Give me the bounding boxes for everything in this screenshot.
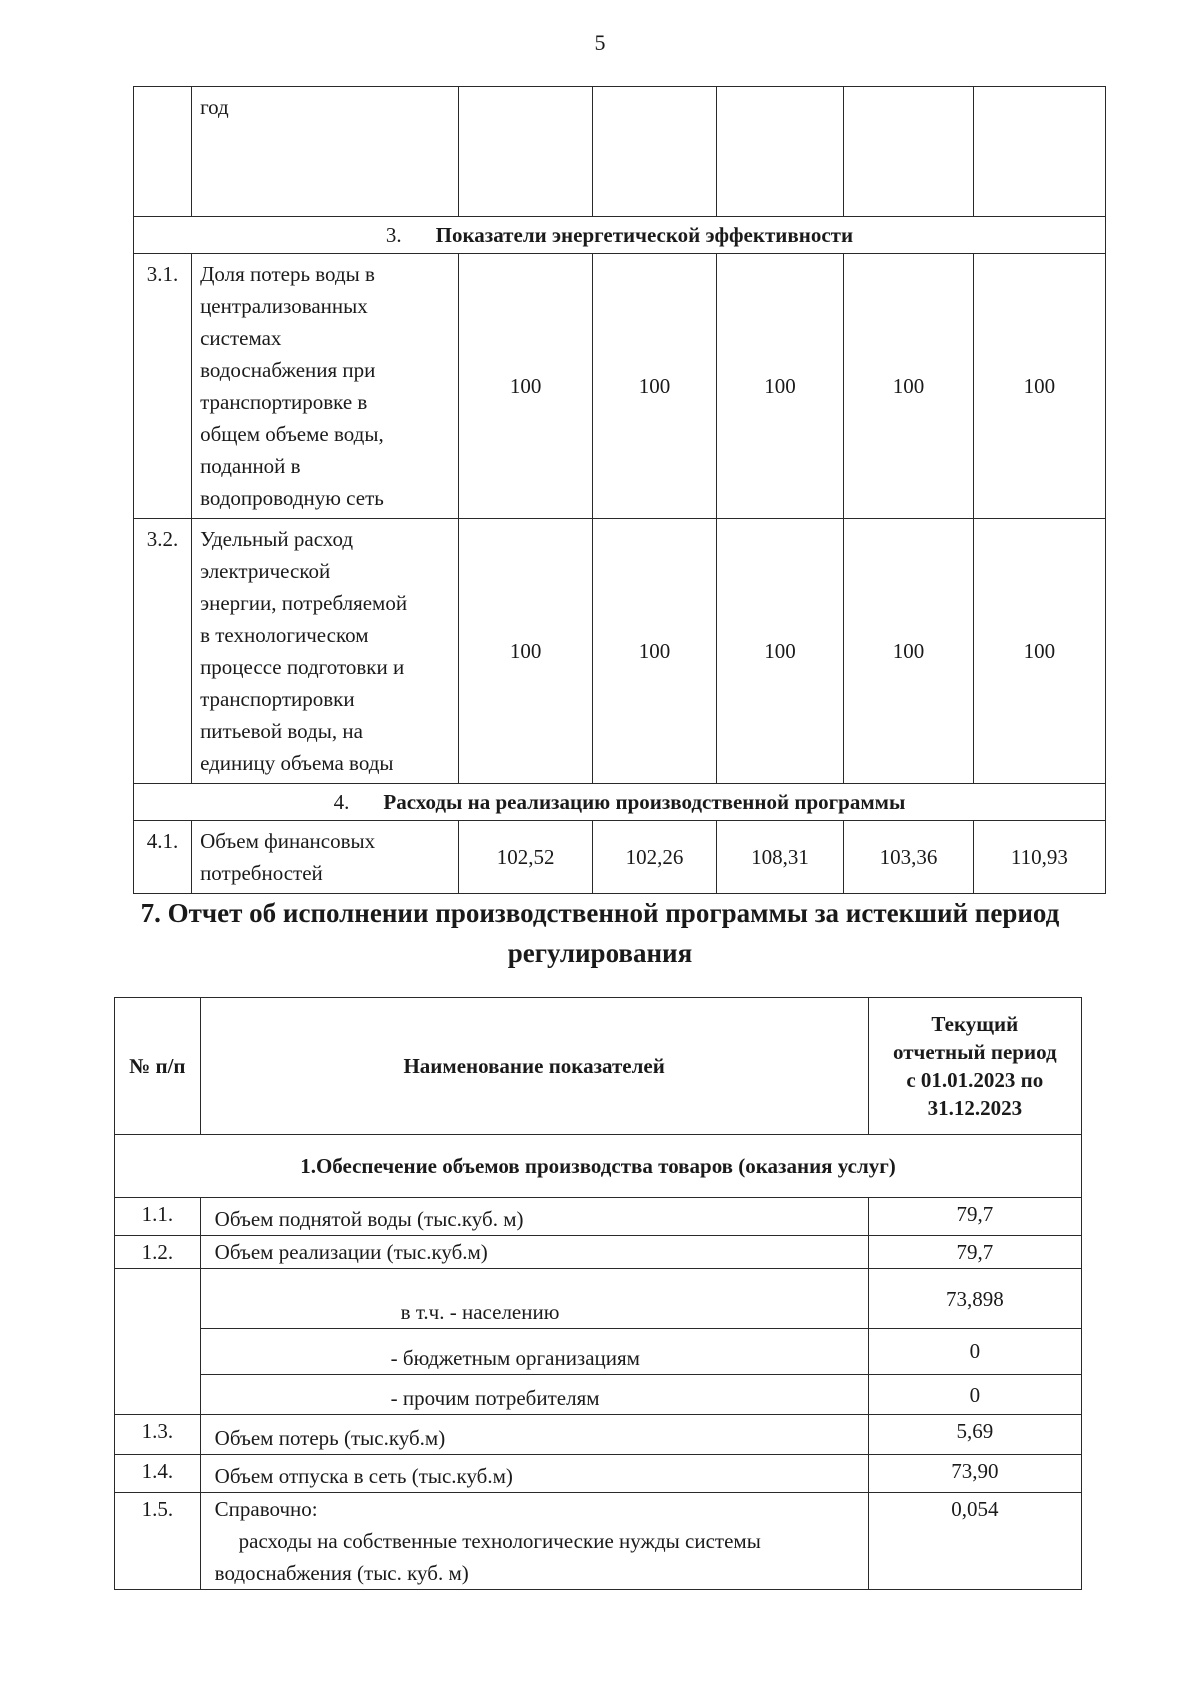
name-line: Справочно: <box>214 1497 318 1521</box>
name-line: транспортировки <box>200 687 355 711</box>
name-line: системах <box>200 326 282 350</box>
header-name: Наименование показателей <box>200 998 868 1135</box>
header-num: № п/п <box>115 998 201 1135</box>
value-cell: 102,52 <box>458 821 592 894</box>
section-3-title <box>134 217 1106 254</box>
value-cell: 110,93 <box>973 821 1105 894</box>
name-line: расходы на собственные технологические нужды системы <box>238 1529 761 1553</box>
value-cell: 100 <box>973 519 1105 784</box>
value-cell: 100 <box>716 254 843 519</box>
table-row <box>134 87 1106 217</box>
name-line: потребностей <box>200 861 323 885</box>
table-row <box>115 1455 1082 1493</box>
section-row <box>134 217 1106 254</box>
name-line: питьевой воды, на <box>200 719 363 743</box>
value-cell: 102,26 <box>593 821 717 894</box>
table-row <box>115 1198 1082 1236</box>
name-line: энергии, потребляемой <box>200 591 408 615</box>
section-1-title: 1.Обеспечение объемов производства товаров (оказания услуг) <box>115 1135 1082 1198</box>
name-line: поданной в <box>200 454 301 478</box>
value-cell: 100 <box>458 519 592 784</box>
name-line: Доля потерь воды в <box>200 262 375 286</box>
value-cell: 100 <box>844 519 973 784</box>
row-number-cell <box>115 1329 201 1375</box>
row-name-cell <box>200 1493 868 1590</box>
value-cell <box>973 87 1105 217</box>
table-row <box>115 1269 1082 1329</box>
row-number-cell <box>134 87 192 217</box>
indicators-table <box>133 86 1106 894</box>
name-line: электрической <box>200 559 331 583</box>
name-line: общем объеме воды, <box>200 422 384 446</box>
value-cell: 0 <box>868 1329 1081 1375</box>
heading-line: регулирования <box>507 938 693 968</box>
header-period-line: с 01.01.2023 по <box>906 1068 1044 1092</box>
row-number-cell: 1.4. <box>115 1455 201 1493</box>
name-line: централизованных <box>200 294 368 318</box>
row-number-cell: 4.1. <box>134 821 192 894</box>
row-number-cell: 3.2. <box>134 519 192 784</box>
value-cell: 100 <box>593 519 717 784</box>
value-cell <box>458 87 592 217</box>
row-number-cell: 1.5. <box>115 1493 201 1590</box>
value-cell: 73,90 <box>868 1455 1081 1493</box>
row-number-cell <box>115 1269 201 1329</box>
row-name-cell: - бюджетным организациям <box>200 1329 868 1375</box>
value-cell: 5,69 <box>868 1415 1081 1455</box>
table-row <box>134 519 1106 784</box>
name-line: водопроводную сеть <box>200 486 384 510</box>
value-cell: 100 <box>973 254 1105 519</box>
table-row <box>115 1375 1082 1415</box>
section-row <box>134 784 1106 821</box>
value-cell <box>844 87 973 217</box>
section-number: 3. <box>385 223 402 247</box>
header-period-line: отчетный период <box>893 1040 1057 1064</box>
name-line: в технологическом <box>200 623 369 647</box>
header-period-line: 31.12.2023 <box>927 1096 1023 1120</box>
section-title: Расходы на реализацию производственной программы <box>383 790 906 814</box>
row-name-cell: год <box>192 87 459 217</box>
value-cell: 73,898 <box>868 1269 1081 1329</box>
name-line: Удельный расход <box>200 527 354 551</box>
page-number: 5 <box>594 30 606 55</box>
row-number-cell: 3.1. <box>134 254 192 519</box>
name-line: водоснабжения (тыс. куб. м) <box>214 1561 469 1585</box>
value-cell: 79,7 <box>868 1198 1081 1236</box>
row-name-cell: Объем поднятой воды (тыс.куб. м) <box>200 1198 868 1236</box>
section-row <box>115 1135 1082 1198</box>
section-number: 4. <box>333 790 350 814</box>
name-line: водоснабжения при <box>200 358 376 382</box>
value-cell: 100 <box>844 254 973 519</box>
table-row <box>115 1493 1082 1590</box>
heading-line: 7. Отчет об исполнении производственной программы за истекший период <box>140 898 1060 928</box>
row-name-cell: Объем реализации (тыс.куб.м) <box>200 1236 868 1269</box>
section-4-title <box>134 784 1106 821</box>
header-row <box>115 998 1082 1135</box>
value-cell <box>593 87 717 217</box>
row-name-cell: Объем потерь (тыс.куб.м) <box>200 1415 868 1455</box>
section-heading <box>100 893 1100 973</box>
value-cell: 79,7 <box>868 1236 1081 1269</box>
value-cell: 100 <box>716 519 843 784</box>
value-cell: 100 <box>458 254 592 519</box>
name-line: единицу объема воды <box>200 751 394 775</box>
row-name-cell: - прочим потребителям <box>200 1375 868 1415</box>
row-number-cell: 1.3. <box>115 1415 201 1455</box>
row-name-cell: в т.ч. - населению <box>200 1269 868 1329</box>
row-number-cell <box>115 1375 201 1415</box>
value-cell: 0 <box>868 1375 1081 1415</box>
row-number-cell: 1.2. <box>115 1236 201 1269</box>
name-line: процессе подготовки и <box>200 655 405 679</box>
row-name-cell <box>192 821 459 894</box>
row-name-cell <box>192 519 459 784</box>
header-period-line: Текущий <box>931 1012 1019 1036</box>
report-table <box>114 997 1082 1590</box>
header-period <box>868 998 1081 1135</box>
value-cell <box>716 87 843 217</box>
name-line: Объем финансовых <box>200 829 376 853</box>
table-row <box>115 1329 1082 1375</box>
table-row <box>134 821 1106 894</box>
row-name-cell: Объем отпуска в сеть (тыс.куб.м) <box>200 1455 868 1493</box>
value-cell: 0,054 <box>868 1493 1081 1590</box>
value-cell: 103,36 <box>844 821 973 894</box>
table-row <box>115 1415 1082 1455</box>
value-cell: 100 <box>593 254 717 519</box>
section-title: Показатели энергетической эффективности <box>435 223 854 247</box>
name-line: транспортировке в <box>200 390 368 414</box>
row-name-cell <box>192 254 459 519</box>
table-row <box>115 1236 1082 1269</box>
table-row <box>134 254 1106 519</box>
row-number-cell: 1.1. <box>115 1198 201 1236</box>
value-cell: 108,31 <box>716 821 843 894</box>
